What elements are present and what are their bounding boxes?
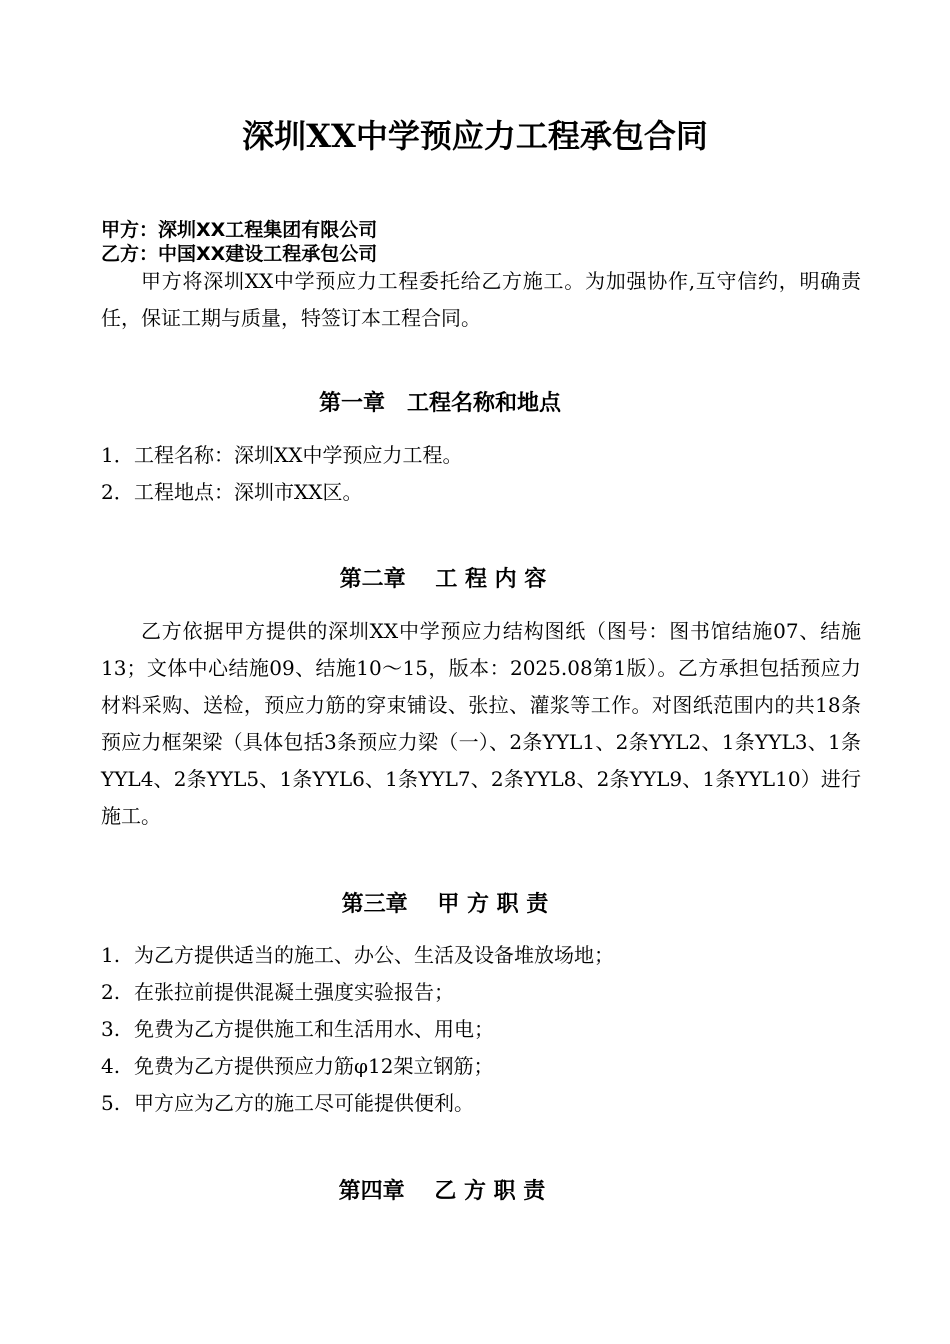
chapter-4-heading: 第四章 乙 方 职 责: [338, 1179, 546, 1204]
document-title: 深圳XX中学预应力工程承包合同: [242, 117, 708, 155]
item-number: 1．: [101, 443, 134, 467]
item-number: 5.: [101, 1091, 121, 1115]
item-text: 免费为乙方提供预应力筋φ12架立钢筋；: [134, 1054, 494, 1078]
item-text: 甲方应为乙方的施工尽可能提供便利。: [134, 1091, 474, 1115]
intro-paragraph: 甲方将深圳XX中学预应力工程委托给乙方施工。为加强协作,互守信约，明确责任，保证工期与质量，特签订本工程合同。: [101, 269, 861, 330]
item-text: 工程地点：深圳市XX区。: [134, 480, 363, 504]
chapter-2-heading: 第二章 工 程 内 容: [339, 567, 547, 592]
chapter-2-paragraph: 乙方依据甲方提供的深圳XX中学预应力结构图纸（图号：图书馆结施07、结施13；文体中心结施09、结施10～15，版本：2025.08第1版）。乙方承担包括预应力材料采购、送检，预应力筋的穿束铺设、张拉、灌浆等工作。对图纸范围内的共18条预应力框架梁（具体包括3条预应力梁（一）、2条YYL1、2条YYL2、1条YYL3、1条YYL4、2条YYL5、1条YYL6、1条YYL7、2条YYL8、2条YYL9、1条YYL10）进行施工。: [101, 619, 861, 828]
item-number: 2．: [101, 480, 134, 504]
list-item: [101, 974, 881, 1011]
chapter-1-heading: 第一章 工程名称和地点: [318, 391, 561, 416]
list-item: [101, 1048, 881, 1085]
chapter-1-list: [101, 437, 881, 511]
list-item: [101, 1011, 881, 1048]
item-text: 免费为乙方提供施工和生活用水、用电；: [134, 1017, 494, 1041]
list-item: [101, 474, 881, 511]
chapter-3-heading: 第三章 甲 方 职 责: [341, 892, 549, 917]
item-number: 2.: [101, 980, 121, 1004]
chapter-3-list: [101, 937, 881, 1122]
item-text: 为乙方提供适当的施工、办公、生活及设备堆放场地；: [134, 943, 614, 967]
list-item: [101, 437, 881, 474]
list-item: [101, 937, 881, 974]
party-a-line: 甲方：深圳XX工程集团有限公司: [101, 219, 378, 241]
list-item: [101, 1085, 881, 1122]
item-number: 3.: [101, 1017, 121, 1041]
item-number: 1.: [101, 943, 121, 967]
item-text: 在张拉前提供混凝土强度实验报告；: [134, 980, 454, 1004]
item-text: 工程名称：深圳XX中学预应力工程。: [134, 443, 463, 467]
item-number: 4.: [101, 1054, 121, 1078]
party-b-line: 乙方：中国XX建设工程承包公司: [101, 243, 378, 265]
